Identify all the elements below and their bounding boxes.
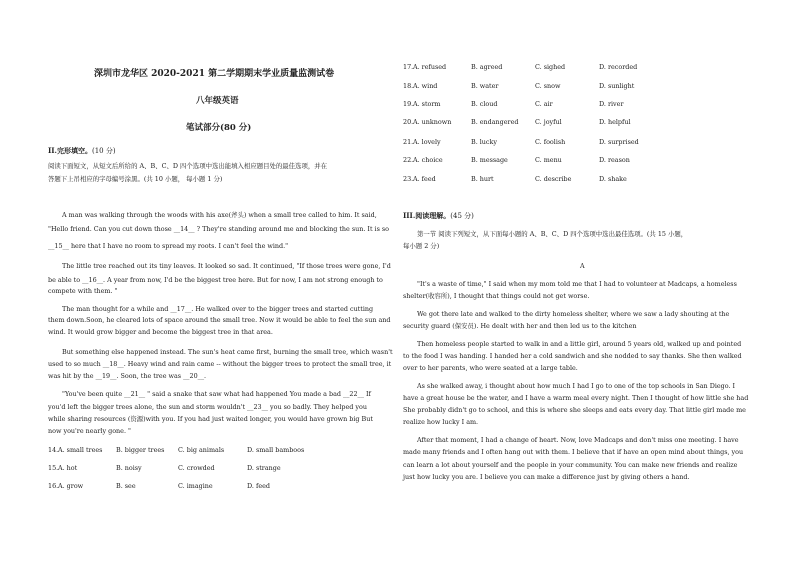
option-c: C. crowded [178, 464, 215, 472]
option-d: D. reason [599, 156, 630, 164]
section2-score: (10 分) [92, 147, 116, 155]
option-b: B. agreed [471, 63, 503, 71]
option-b: B. cloud [471, 100, 498, 108]
p2-line-1: We got there late and walked to the dirty homeless shelter, where we saw a lady shouting at the [417, 310, 730, 318]
option-c: C. air [535, 100, 553, 108]
option-row-22 [403, 156, 630, 164]
option-row-21 [403, 138, 639, 146]
option-c: C. foolish [535, 138, 566, 146]
option-d: D. small bamboos [247, 446, 305, 454]
p4-line-1: As she walked away, i thought about how much I had I go to one of the top schools in San Diego. I [417, 382, 736, 390]
option-d: D. river [599, 100, 624, 108]
question-number: 16. [48, 482, 59, 490]
p4-line-3: She probably didn't go to school, and this is where she sleeps and eats every day. That little girl made me [403, 406, 746, 414]
option-d: D. recorded [599, 63, 638, 71]
para2-line-2: be able to __16__. A year from now, I'd be the biggest tree here. But for now, I am not strong enough to [48, 276, 383, 284]
option-c: C. joyful [535, 118, 562, 126]
section3-heading [403, 211, 474, 221]
option-b: B. water [471, 82, 499, 90]
option-row-15 [48, 464, 281, 472]
para4-line-2: used to so much __18__. Heavy wind and rain came -- without the bigger trees to protect the small tree, it [48, 360, 392, 368]
p5-line-2: made many friends and I often hang out with them. I believe that if have an open mind about things, you [403, 448, 744, 456]
instruction-line-1: 阅读下面短文，从短文后所给的 A、B、C、D 四个选项中选出能填入相应题目处的最佳选项，并在 [48, 162, 328, 170]
option-d: D. shake [599, 175, 627, 183]
option-c: C. sighed [535, 63, 566, 71]
part-heading: 笔试部分(80 分) [186, 123, 252, 133]
option-row-18 [403, 82, 635, 90]
option-a: A. unknown [413, 118, 452, 126]
p1-line-1: "It's a waste of time," I said when my mom told me that I had to volunteer at Madcaps, a homeless [417, 280, 737, 288]
para1-line-3: __15__ here that I have no room to spread my roots. I can't feel the wind." [48, 242, 289, 250]
para4-line-1: But something else happened instead. The sun's heat came first, burning the small tree, which wasn't [62, 348, 393, 356]
question-number: 19. [403, 100, 414, 108]
p3-line-2: to the food I was handing. I handed her a cold sandwich and she nodded to say thanks. She then walked [403, 352, 742, 360]
p5-line-4: just how lucky you are. I believe you can make a difference just by giving others a hand. [403, 473, 690, 481]
question-number: 15. [48, 464, 59, 472]
p1-line-2: shelter(收容所), I thought that things could not get worse. [403, 292, 590, 300]
question-number: 17. [403, 63, 414, 71]
option-b: B. see [116, 482, 136, 490]
para4-line-3: was hit by the __19__. Soon, the tree was __20__. [48, 372, 207, 380]
option-row-20 [403, 118, 631, 126]
question-number: 23. [403, 175, 414, 183]
para3-line-2: them down.Soon, he cleared lots of space around the small tree. Now it would be able to feel the sun and [48, 316, 391, 324]
option-d: D. helpful [599, 118, 631, 126]
p2-line-2: security guard (保安员). He dealt with her and then led us to the kitchen [403, 322, 637, 330]
option-b: B. noisy [116, 464, 142, 472]
option-row-19 [403, 100, 624, 108]
p3-line-1: Then homeless people started to walk in and a little girl, around 5 years old, walked up and pointed [417, 340, 742, 348]
option-b: B. endangered [471, 118, 519, 126]
para5-line-2: you'd left the bigger trees alone, the sun and storm wouldn't __23__ you so badly. They helped you [48, 403, 367, 411]
option-a: A. grow [58, 482, 84, 490]
option-a: A. wind [413, 82, 438, 90]
para1-line-1: A man was walking through the woods with his axe(斧头) when a small tree called to him. It said, [62, 211, 377, 219]
para3-line-1: The man thought for a while and __17__. He walked over to the bigger trees and started cutting [62, 305, 374, 313]
option-row-23 [403, 175, 627, 183]
option-b: B. hurt [471, 175, 494, 183]
option-a: A. hot [58, 464, 78, 472]
section3-score: (45 分) [450, 212, 474, 220]
p3-line-3: over to her parents, who were seated at a large table. [403, 364, 578, 372]
option-c: C. menu [535, 156, 562, 164]
option-c: C. imagine [178, 482, 213, 490]
p5-line-3: can learn a lot about yourself and the people in your community. You can make new friends and realize [403, 461, 738, 469]
option-d: D. surprised [599, 138, 639, 146]
p4-line-2: have a great house be the water, and I have a warm meal every night. Then I thought of how little she had [403, 394, 749, 402]
para5-line-1: "You've been quite __21__ " said a snake that saw what had happened You made a bad __22__ If [62, 390, 371, 398]
option-a: A. storm [413, 100, 441, 108]
passage-letter: A [580, 262, 585, 270]
section2-label: II.完形填空。 [48, 146, 92, 155]
question-number: 21. [403, 138, 414, 146]
option-a: A. lovely [413, 138, 441, 146]
question-number: 20. [403, 118, 414, 126]
instruction-line-2: 答题下上吊相应的字母编号涂黑。(共 10 小题， 每小题 1 分) [48, 175, 223, 183]
option-d: D. sunlight [599, 82, 635, 90]
para2-line-1: The little tree reached out its tiny leaves. It looked so sad. It continued, "If those trees were gone, I'd [62, 262, 391, 270]
option-a: A. choice [413, 156, 443, 164]
option-b: B. bigger trees [116, 446, 165, 454]
option-c: C. snow [535, 82, 561, 90]
subsection-line-1: 第一节 阅读下列短文，从下面每小题的 A、B、C、D 四个选项中选出最佳选项。(共 15 小题， [417, 230, 688, 238]
option-a: A. small trees [58, 446, 103, 454]
question-number: 22. [403, 156, 414, 164]
para2-line-3: compete with them. " [48, 287, 118, 295]
option-a: A. feed [413, 175, 436, 183]
section2-heading [48, 146, 116, 156]
para1-line-2: "Hello friend. Can you cut down those __14__ ? They're standing around me and blocking the sun. It is so [48, 225, 390, 233]
section3-label: III.阅读理解。 [403, 211, 451, 220]
question-number: 18. [403, 82, 414, 90]
para5-line-4: now you're nearly gone. " [48, 427, 131, 435]
option-d: D. feed [247, 482, 270, 490]
option-b: B. message [471, 156, 508, 164]
p4-line-4: realize how lucky I am. [403, 418, 479, 426]
option-d: D. strange [247, 464, 281, 472]
option-a: A. refused [413, 63, 447, 71]
subject-heading: 八年级英语 [196, 96, 239, 106]
option-row-17 [403, 63, 638, 71]
question-number: 14. [48, 446, 59, 454]
option-row-16 [48, 482, 270, 490]
p5-line-1: After that moment, I had a change of heart. Now, love Madcaps and don't miss one meeting. I have [417, 436, 739, 444]
option-c: C. big animals [178, 446, 225, 454]
subsection-line-2: 每小题 2 分) [403, 242, 440, 250]
option-b: B. lucky [471, 138, 497, 146]
option-row-14 [48, 446, 305, 454]
option-c: C. describe [535, 175, 572, 183]
exam-title: 深圳市龙华区 2020-2021 第二学期期末学业质量监测试卷 [94, 69, 335, 79]
para5-line-3: while sharing resources (资源)with you. If you had just waited longer, you would have grown big But [48, 415, 373, 423]
para3-line-3: wind. It would grow bigger and become the biggest tree in that area. [48, 328, 273, 336]
